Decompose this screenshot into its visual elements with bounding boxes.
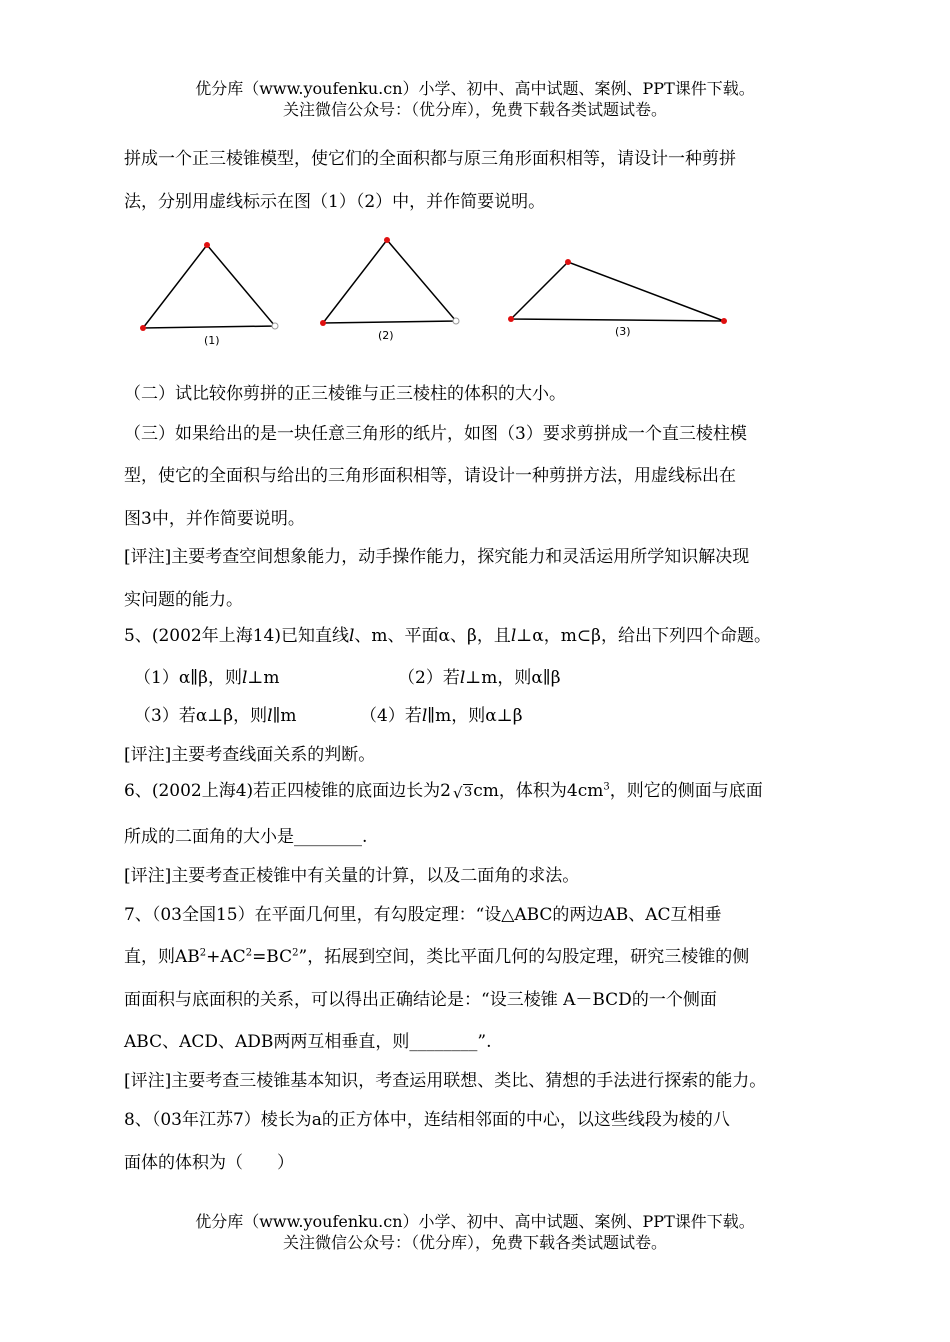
vertex-dot: [204, 242, 210, 248]
triangle-2: [323, 240, 456, 323]
vertex-dot: [565, 259, 571, 265]
question-7-line-2: 直，则$AB^2+AC^2=BC^2$”，拓展到空间，类比平面几何的勾股定理，研究三棱锥的侧: [124, 947, 750, 967]
figure-1: [140, 242, 278, 347]
triangle-figures: [0, 228, 950, 358]
question-7-line-4: ABC、ACD、ADB两两互相垂直，则________”.: [124, 1032, 492, 1052]
intro-line-2: 法，分别用虚线标示在图（1）（2）中，并作简要说明。: [124, 192, 546, 212]
figure-1-label: (1): [204, 334, 220, 347]
question-8-line-1: 8、（03年江苏7）棱长为a的正方体中，连结相邻面的中心，以这些线段为棱的八: [124, 1110, 730, 1130]
intro-line-1: 拼成一个正三棱锥模型，使它们的全面积都与原三角形面积相等，请设计一种剪拼: [124, 149, 736, 169]
figure-3: [508, 259, 727, 338]
part-2: （二）试比较你剪拼的正三棱锥与正三棱柱的体积的大小。: [124, 384, 566, 404]
part-3-line-2: 型，使它的全面积与给出的三角形面积相等，请设计一种剪拼方法，用虚线标出在: [124, 466, 736, 486]
header-line-1: 优分库（www.youfenku.cn）小学、初中、高中试题、案例、PPT课件下载。: [195, 79, 755, 98]
triangle-1: [143, 245, 275, 328]
question-5-option-3: （3）若α⊥β，则l∥m: [134, 706, 297, 726]
figure-2-label: (2): [378, 329, 394, 342]
footer-line-2: 关注微信公众号：（优分库），免费下载各类试题试卷。: [282, 1233, 667, 1252]
question-6-line-1: 6、(2002上海4)若正四棱锥的底面边长为2 √ 3cm，体积为$4cm^3$，则它的侧面与底面: [124, 781, 763, 802]
vertex-hollow: [272, 323, 278, 329]
comment-3: [评注]主要考查正棱锥中有关量的计算，以及二面角的求法。: [124, 866, 580, 886]
vertex-dot: [508, 316, 514, 322]
header-line-2: 关注微信公众号：（优分库），免费下载各类试题试卷。: [282, 100, 667, 119]
question-6-line-2: 所成的二面角的大小是________.: [124, 827, 368, 847]
question-7-line-3: 面面积与底面积的关系，可以得出正确结论是：“设三棱锥 A－BCD的一个侧面: [124, 990, 717, 1010]
subset-symbol: ⊂: [576, 626, 592, 646]
question-8-line-2: 面体的体积为（ ）: [124, 1153, 294, 1173]
question-5-option-4: （4）若l∥m，则α⊥β: [360, 706, 523, 726]
vertex-dot: [721, 318, 727, 324]
comment-4: [评注]主要考查三棱锥基本知识，考查运用联想、类比、猜想的手法进行探索的能力。: [124, 1071, 767, 1091]
question-5-option-1: （1）α∥β，则l⊥m: [134, 668, 280, 688]
vertex-hollow: [453, 318, 459, 324]
triangle-3: [511, 262, 724, 321]
vertex-dot: [384, 237, 390, 243]
part-3-line-3: 图3中，并作简要说明。: [124, 509, 305, 529]
figure-2: [320, 237, 459, 342]
vertex-dot: [320, 320, 326, 326]
question-7-line-1: 7、（03全国15）在平面几何里，有勾股定理：“设△ABC的两边AB、AC互相垂: [124, 905, 722, 925]
page-footer: [0, 1211, 950, 1253]
question-5-option-2: （2）若l⊥m，则α∥β: [398, 668, 561, 688]
footer-line-1: 优分库（www.youfenku.cn）小学、初中、高中试题、案例、PPT课件下载。: [195, 1212, 755, 1231]
comment-2: [评注]主要考查线面关系的判断。: [124, 745, 376, 765]
comment-1-line-2: 实问题的能力。: [124, 590, 243, 610]
question-5: 5、(2002年上海14)已知直线l、m、平面α、β，且l⊥α，m⊂β，给出下列四个命题。: [124, 626, 771, 646]
page-header: [0, 78, 950, 120]
figure-3-label: (3): [615, 325, 631, 338]
sqrt-symbol: √ 3: [452, 784, 473, 802]
vertex-dot: [140, 325, 146, 331]
comment-1-line-1: [评注]主要考查空间想象能力，动手操作能力，探究能力和灵活运用所学知识解决现: [124, 547, 750, 567]
part-3-line-1: （三）如果给出的是一块任意三角形的纸片，如图（3）要求剪拼成一个直三棱柱模: [124, 424, 747, 444]
